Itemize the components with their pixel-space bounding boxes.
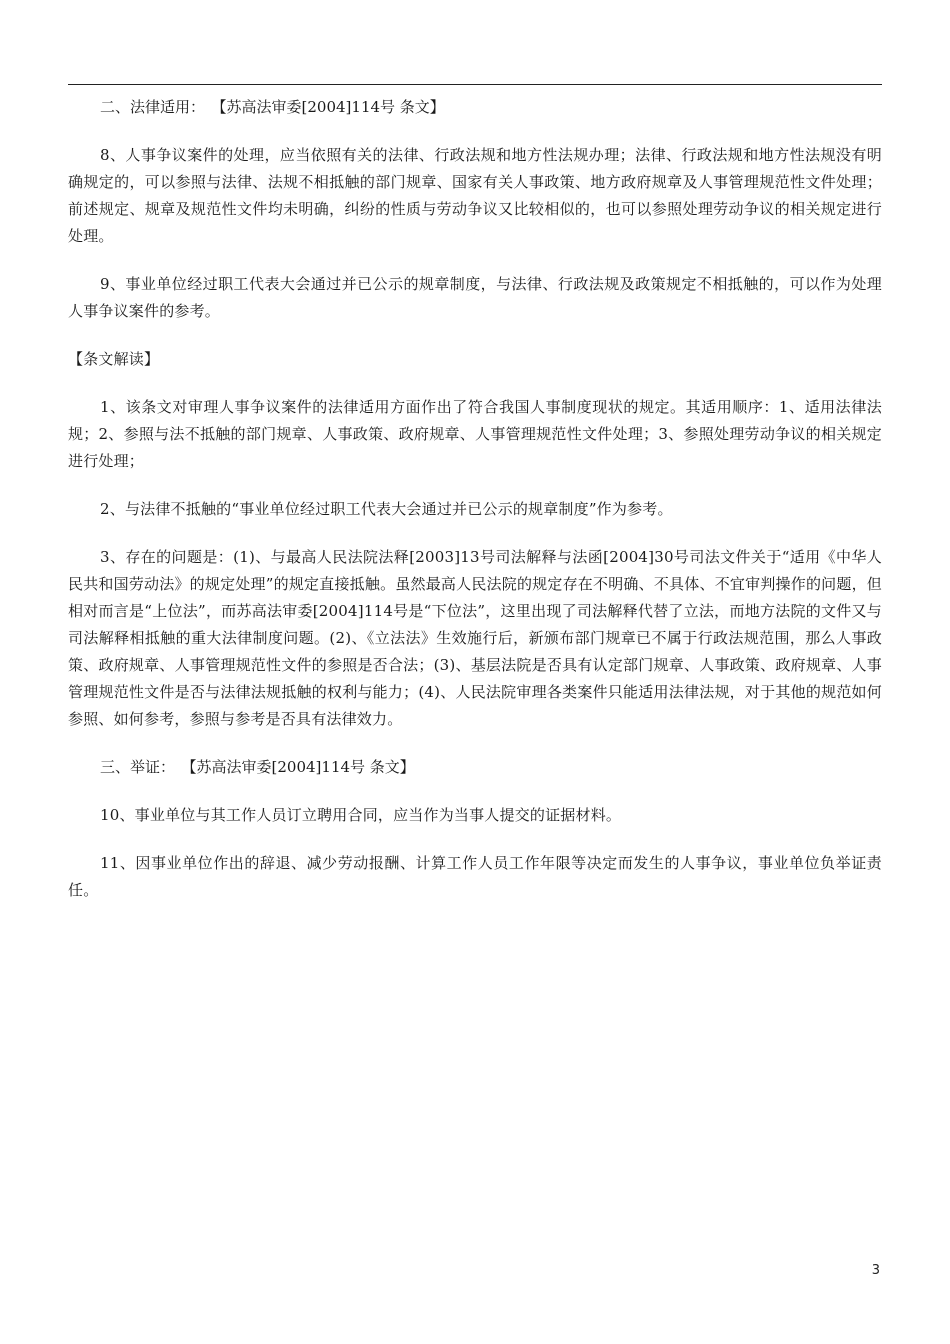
article-11-paragraph: 11、因事业单位作出的辞退、减少劳动报酬、计算工作人员工作年限等决定而发生的人事争议，事业单位负举证责任。 xyxy=(68,854,882,899)
section-heading-label: 三、举证： xyxy=(100,758,176,776)
interpretation-paragraph-3: 3、存在的问题是：(1)、与最高人民法院法释[2003]13号司法解释与法函[2004]30号司法文件关于“适用《中华人民共和国劳动法》的规定处理”的规定直接抵触。虽然最高人民法院的规定存在不明确、不具体、不宜审判操作的问题，但相对而言是“上位法”，而苏高法审委[2004]114号是“下位法”，这里出现了司法解释代替了立法，而地方法院的文件又与司法解释相抵触的重大法律制度问题。(2)、《立法法》生效施行后，新颁布部门规章已不属于行政法规范围，那么人事政策、政府规章、人事管理规范性文件的参照是否合法；(3)、基层法院是否具有认定部门规章、人事政策、政府规章、人事管理规范性文件是否与法律法规抵触的权利与能力；(4)、人民法院审理各类案件只能适用法律法规，对于其他的规范如何参照、如何参考，参照与参考是否具有法律效力。 xyxy=(68,548,882,728)
page-number: 3 xyxy=(871,1263,880,1278)
article-10-paragraph: 10、事业单位与其工作人员订立聘用合同，应当作为当事人提交的证据材料。 xyxy=(100,806,622,824)
interpretation-paragraph-1: 1、该条文对审理人事争议案件的法律适用方面作出了符合我国人事制度现状的规定。其适用顺序：1、适用法律法规；2、参照与法不抵触的部门规章、人事政策、政府规章、人事管理规范性文件处理；3、参照处理劳动争议的相关规定进行处理； xyxy=(68,398,882,470)
document-body xyxy=(68,94,882,904)
header-rule xyxy=(68,84,882,85)
interpretation-paragraph-2: 2、与法律不抵触的“事业单位经过职工代表大会通过并已公示的规章制度”作为参考。 xyxy=(100,500,673,518)
article-9-paragraph: 9、事业单位经过职工代表大会通过并已公示的规章制度，与法律、行政法规及政策规定不相抵触的，可以作为处理人事争议案件的参考。 xyxy=(68,275,882,320)
interpretation-heading: 【条文解读】 xyxy=(68,350,160,368)
section-heading-law-application xyxy=(68,94,882,121)
section-heading-evidence xyxy=(68,754,882,781)
article-8-paragraph: 8、人事争议案件的处理，应当依照有关的法律、行政法规和地方性法规办理；法律、行政法规和地方性法规没有明确规定的，可以参照与法律、法规不相抵触的部门规章、国家有关人事政策、地方政府规章及人事管理规范性文件处理；前述规定、规章及规范性文件均未明确，纠纷的性质与劳动争议又比较相似的，也可以参照处理劳动争议的相关规定进行处理。 xyxy=(68,146,882,245)
section-reference: 【苏高法审委[2004]114号 条文】 xyxy=(219,98,445,116)
section-reference: 【苏高法审委[2004]114号 条文】 xyxy=(189,758,415,776)
section-heading-label: 二、法律适用： xyxy=(100,98,206,116)
